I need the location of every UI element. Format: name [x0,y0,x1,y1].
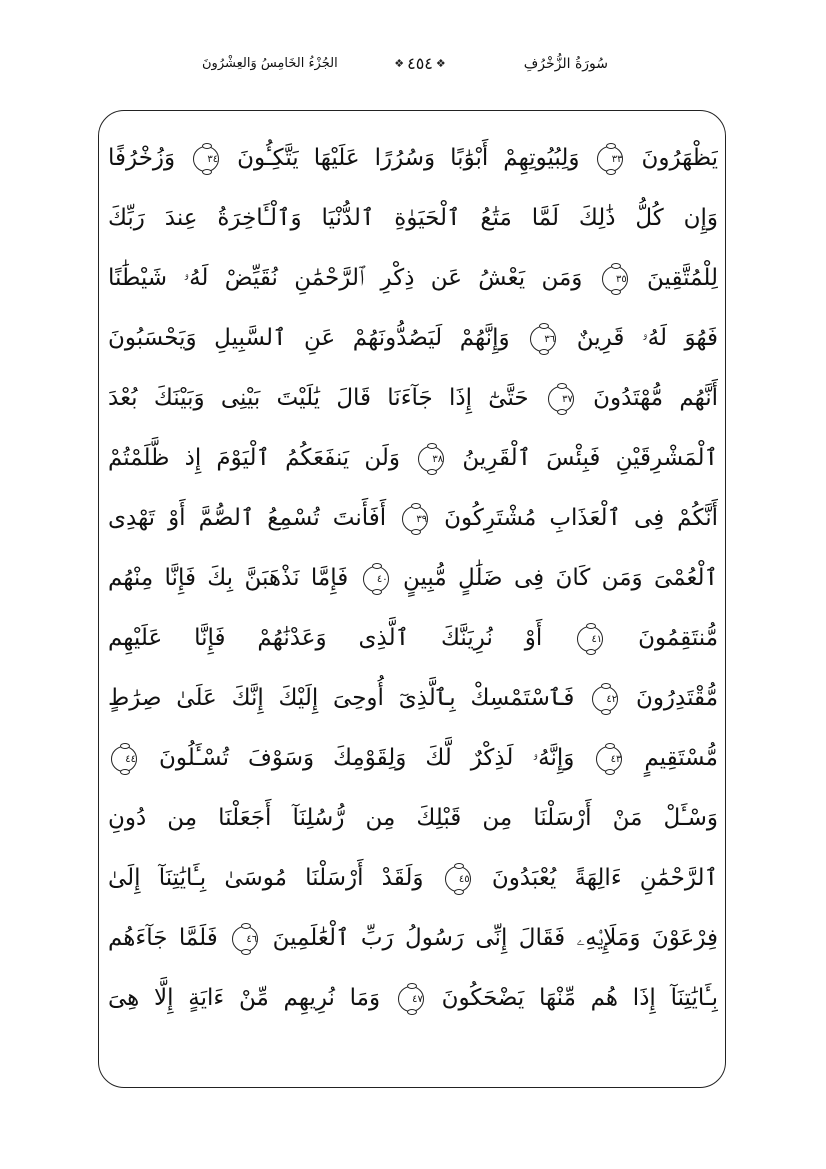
verse-text: حَتَّىٰٓ إِذَا جَآءَنَا قَالَ يَٰلَيْتَ بَيْنِى وَبَيْنَكَ بُعْدَ [108,385,529,411]
text-line [108,128,718,188]
verse-text: أَوْ نُرِيَنَّكَ ٱلَّذِى وَعَدْنَٰهُمْ فَإِنَّا عَلَيْهِم [108,625,543,651]
verse-text: وَسْـَٔلْ مَنْ أَرْسَلْنَا مِن قَبْلِكَ مِن رُّسُلِنَآ أَجَعَلْنَا مِن دُونِ [108,805,718,831]
ayah-marker: ٣٥ [602,266,628,292]
text-line [108,428,718,488]
ayah-marker: ٤١ [577,626,603,652]
ayah-marker: ٣٨ [418,446,444,472]
quran-text [108,128,718,1028]
page-number-block [394,54,446,73]
ayah-marker: ٣٦ [530,326,556,352]
verse-text: أَفَأَنتَ تُسْمِعُ ٱلصُّمَّ أَوْ تَهْدِى [108,505,387,531]
verse-text: أَنَّكُمْ فِى ٱلْعَذَابِ مُشْتَرِكُونَ [444,505,718,531]
verse-text: لِلْمُتَّقِينَ [647,265,718,291]
juz-name: الجُزْءُ الخَامِسُ وَالعِشْرُونَ [202,56,338,71]
text-line [108,308,718,368]
verse-text: مُّقْتَدِرُونَ [635,685,718,711]
verse-text: يَظْهَرُونَ [641,145,718,171]
ayah-marker: ٤٦ [232,926,258,952]
text-line [108,908,718,968]
ayah-marker: ٣٤ [193,146,219,172]
ayah-marker: ٤٧ [398,986,424,1012]
text-line [108,548,718,608]
verse-text: فَلَمَّا جَآءَهُم [108,925,218,951]
verse-text: وَلِبُيُوتِهِمْ أَبْوَٰبًا وَسُرُرًا عَلَيْهَا يَتَّكِـُٔونَ [237,145,580,171]
page-header [180,52,660,88]
verse-text: وَلَن يَنفَعَكُمُ ٱلْيَوْمَ إِذ ظَّلَمْتُمْ [108,445,400,471]
text-line [108,728,718,788]
ayah-marker: ٣٧ [548,386,574,412]
text-line [108,488,718,548]
verse-text: وَإِنَّهُۥ لَذِكْرٌ لَّكَ وَلِقَوْمِكَ وَسَوْفَ تُسْـَٔلُونَ [158,745,575,771]
verse-text: بِـَٔايَٰتِنَآ إِذَا هُم مِّنْهَا يَضْحَكُونَ [441,985,718,1011]
page-number: ٤٥٤ [407,54,433,73]
verse-text: فَهُوَ لَهُۥ قَرِينٌ [576,325,718,351]
verse-text: وَزُخْرُفًا [108,145,176,171]
verse-text: مُّنتَقِمُونَ [638,625,718,651]
verse-text: ٱلْعُمْىَ وَمَن كَانَ فِى ضَلَٰلٍ مُّبِينٍ [402,565,718,591]
text-line [108,368,718,428]
text-line [108,248,718,308]
verse-text: أَنَّهُم مُّهْتَدُونَ [593,385,718,411]
verse-text: وَمَن يَعْشُ عَن ذِكْرِ ٱلرَّحْمَٰنِ نُقَيِّضْ لَهُۥ شَيْطَٰنًا [108,265,583,291]
verse-text: فِرْعَوْنَ وَمَلَإِي۟هِۦ فَقَالَ إِنِّى رَسُولُ رَبِّ ٱلْعَٰلَمِينَ [272,925,718,951]
verse-text: وَلَقَدْ أَرْسَلْنَا مُوسَىٰ بِـَٔايَٰتِنَآ إِلَىٰ [108,865,424,891]
ayah-marker: ٤٣ [596,746,622,772]
text-line [108,788,718,848]
ayah-marker: ٤٥ [445,866,471,892]
text-line [108,188,718,248]
verse-text: وَإِن كُلُّ ذَٰلِكَ لَمَّا مَتَٰعُ ٱلْحَيَوٰةِ ٱلدُّنْيَا وَٱلْـَٔاخِرَةُ عِندَ رَبِّكَ [108,205,718,231]
ornament-left-icon: ❖ [394,57,405,70]
verse-text: وَمَا نُرِيهِم مِّنْ ءَايَةٍ إِلَّا هِىَ [108,985,381,1011]
ayah-marker: ٤٠ [363,566,389,592]
ayah-marker: ٤٤ [111,746,137,772]
ornament-right-icon: ❖ [435,57,446,70]
surah-name: سُورَةُ الزُّخْرُفِ [523,56,608,72]
verse-text: مُّسْتَقِيمٍ [644,745,718,771]
text-line [108,668,718,728]
text-line [108,608,718,668]
verse-text: وَإِنَّهُمْ لَيَصُدُّونَهُمْ عَنِ ٱلسَّبِيلِ وَيَحْسَبُونَ [108,325,510,351]
ayah-marker: ٤٢ [592,686,618,712]
text-line [108,968,718,1028]
verse-text: فَٱسْتَمْسِكْ بِٱلَّذِىٓ أُوحِىَ إِلَيْكَ إِنَّكَ عَلَىٰ صِرَٰطٍ [108,685,575,711]
verse-text: ٱلْمَشْرِقَيْنِ فَبِئْسَ ٱلْقَرِينُ [462,445,718,471]
text-line [108,848,718,908]
ayah-marker: ٣٣ [597,146,623,172]
verse-text: فَإِمَّا نَذْهَبَنَّ بِكَ فَإِنَّا مِنْهُم [108,565,349,591]
verse-text: ٱلرَّحْمَٰنِ ءَالِهَةً يُعْبَدُونَ [491,865,718,891]
ayah-marker: ٣٩ [402,506,428,532]
